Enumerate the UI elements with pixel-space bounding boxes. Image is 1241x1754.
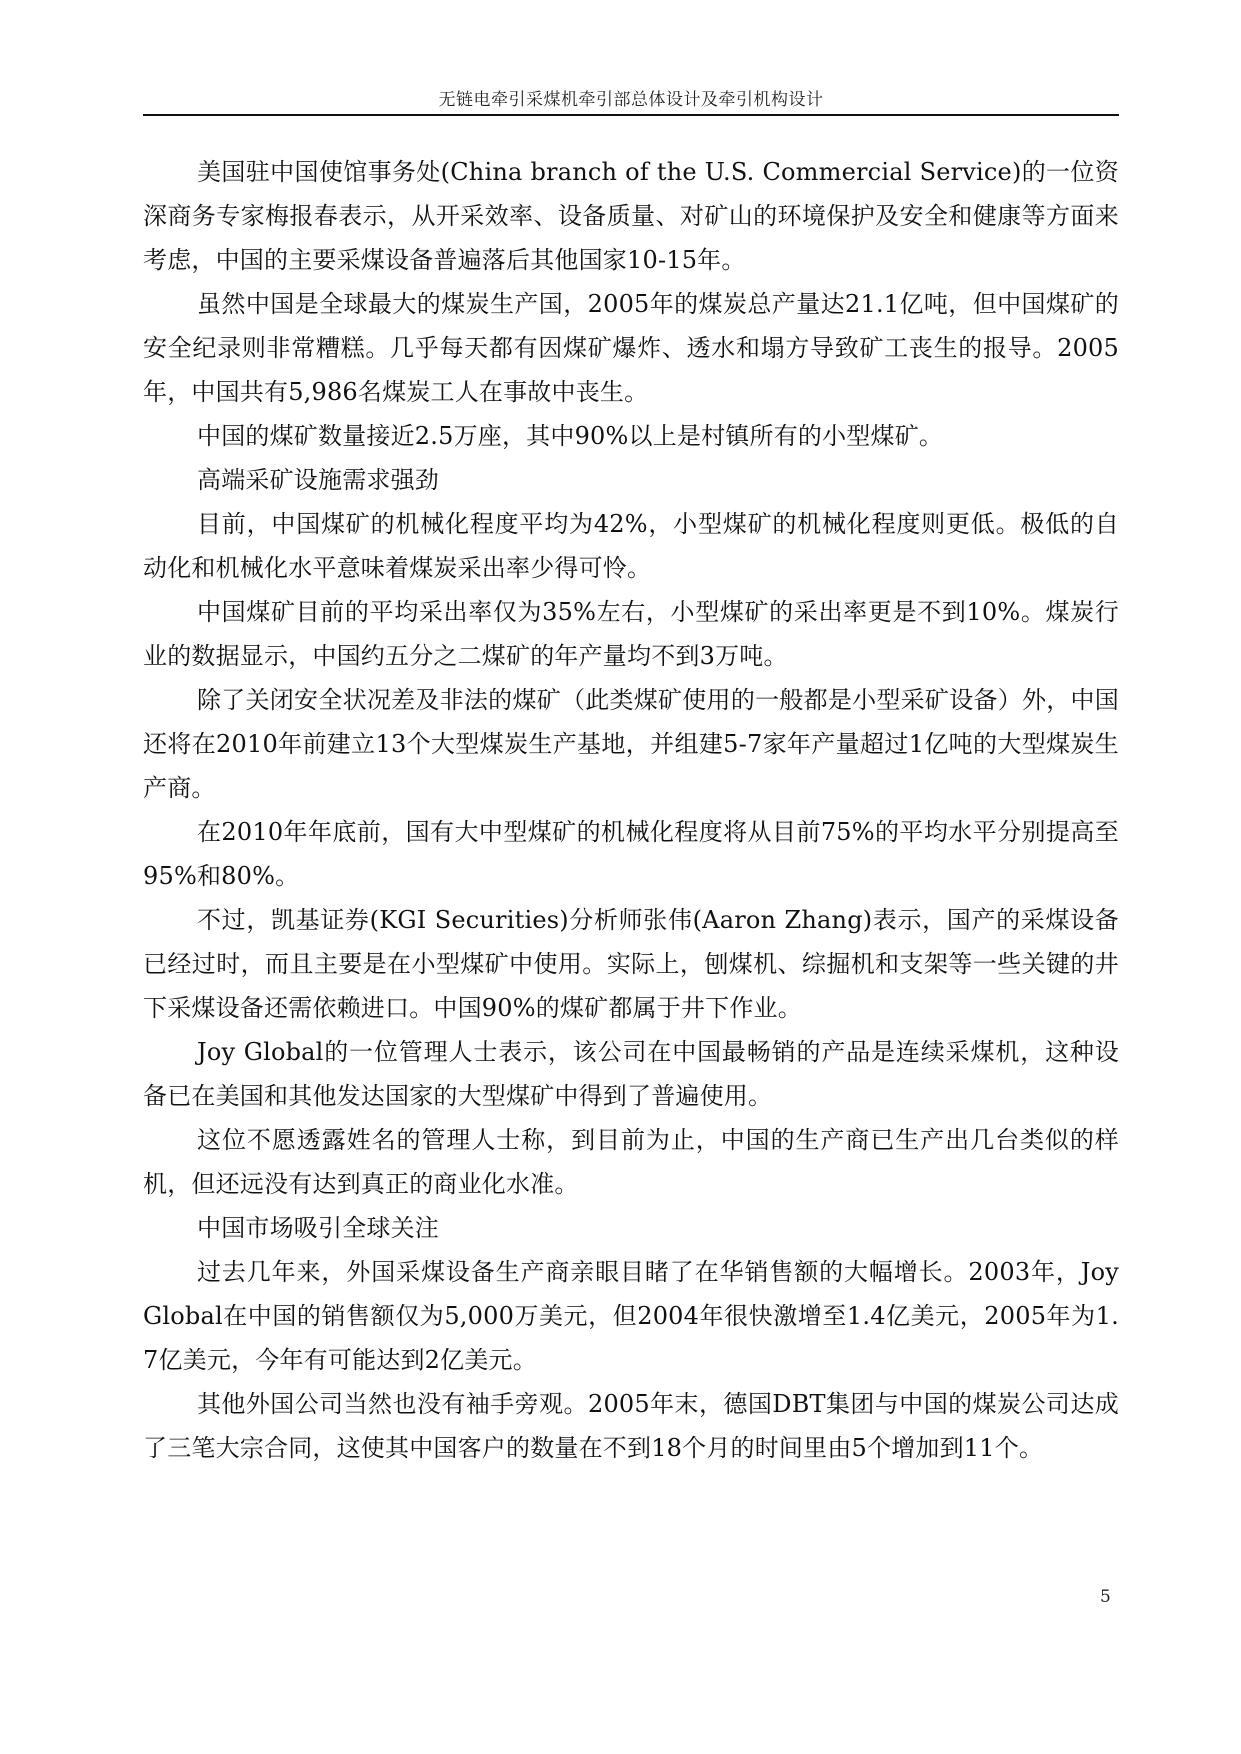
paragraph: 不过，凯基证券(KGI Securities)分析师张伟(Aaron Zhang)表示，国产的采煤设备已经过时，而且主要是在小型煤矿中使用。实际上，刨煤机、综掘机和支架等一些关键的井下采煤设备还需依赖进口。中国90%的煤矿都属于井下作业。 xyxy=(143,906,1119,1022)
paragraph: 虽然中国是全球最大的煤炭生产国，2005年的煤炭总产量达21.1亿吨，但中国煤矿的安全纪录则非常糟糕。几乎每天都有因煤矿爆炸、透水和塌方导致矿工丧生的报导。2005年，中国共有5,986名煤炭工人在事故中丧生。 xyxy=(143,290,1119,406)
paragraph: 美国驻中国使馆事务处(China branch of the U.S. Commercial Service)的一位资深商务专家梅报春表示，从开采效率、设备质量、对矿山的环境保护及安全和健康等方面来考虑，中国的主要采煤设备普遍落后其他国家10-15年。 xyxy=(143,158,1119,274)
paragraph: Joy Global的一位管理人士表示，该公司在中国最畅销的产品是连续采煤机，这种设备已在美国和其他发达国家的大型煤矿中得到了普遍使用。 xyxy=(143,1038,1119,1110)
section-heading: 中国市场吸引全球关注 xyxy=(197,1214,439,1242)
paragraph: 这位不愿透露姓名的管理人士称，到目前为止，中国的生产商已生产出几台类似的样机，但还远没有达到真正的商业化水准。 xyxy=(143,1126,1119,1198)
paragraph: 在2010年年底前，国有大中型煤矿的机械化程度将从目前75%的平均水平分别提高至95%和80%。 xyxy=(143,818,1119,890)
header-divider xyxy=(143,114,1119,116)
paragraph: 目前，中国煤矿的机械化程度平均为42%，小型煤矿的机械化程度则更低。极低的自动化和机械化水平意味着煤炭采出率少得可怜。 xyxy=(143,510,1119,582)
paragraph: 除了关闭安全状况差及非法的煤矿（此类煤矿使用的一般都是小型采矿设备）外，中国还将在2010年前建立13个大型煤炭生产基地，并组建5-7家年产量超过1亿吨的大型煤炭生产商。 xyxy=(143,686,1119,802)
page-header-title: 无链电牵引采煤机牵引部总体设计及牵引机构设计 xyxy=(438,90,824,110)
paragraph: 中国的煤矿数量接近2.5万座，其中90%以上是村镇所有的小型煤矿。 xyxy=(197,422,944,450)
paragraph: 中国煤矿目前的平均采出率仅为35%左右，小型煤矿的采出率更是不到10%。煤炭行业的数据显示，中国约五分之二煤矿的年产量均不到3万吨。 xyxy=(143,598,1119,670)
paragraph: 过去几年来，外国采煤设备生产商亲眼目睹了在华销售额的大幅增长。2003年，Joy Global在中国的销售额仅为5,000万美元，但2004年很快激增至1.4亿美元，2005年为1.7亿美元，今年有可能达到2亿美元。 xyxy=(143,1258,1119,1374)
section-heading: 高端采矿设施需求强劲 xyxy=(197,466,439,494)
document-body xyxy=(143,150,1119,1470)
paragraph: 其他外国公司当然也没有袖手旁观。2005年末，德国DBT集团与中国的煤炭公司达成了三笔大宗合同，这使其中国客户的数量在不到18个月的时间里由5个增加到11个。 xyxy=(143,1390,1119,1462)
page-number: 5 xyxy=(1100,1587,1111,1607)
